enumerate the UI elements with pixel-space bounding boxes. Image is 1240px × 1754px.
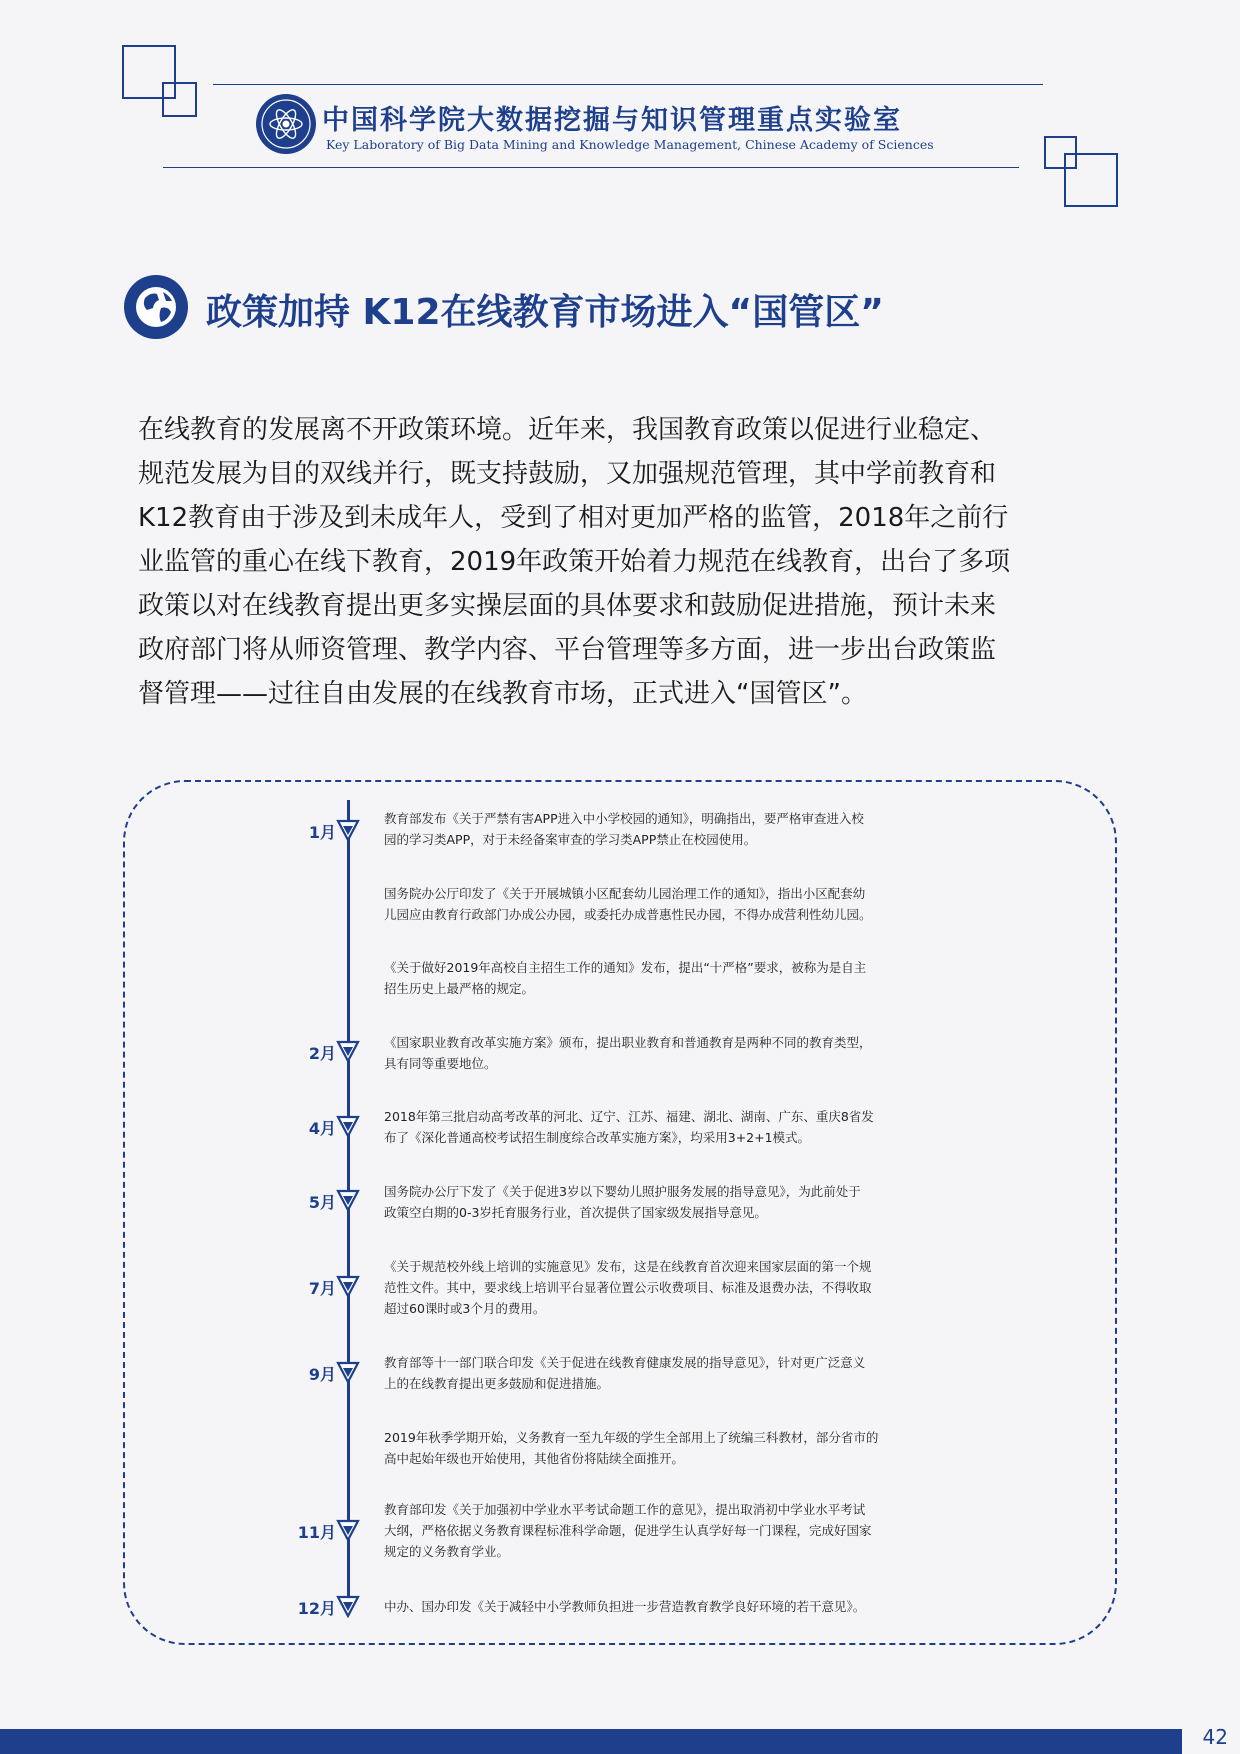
event-line: 教育部印发《关于加强初中学业水平考试命题工作的意见》，提出取消初中学业水平考试 xyxy=(384,1502,866,1517)
month-label: 11月 xyxy=(297,1523,336,1542)
section-title: 政策加持 K12在线教育市场进入“国管区” xyxy=(206,292,884,333)
timeline-marker-icon xyxy=(336,1360,360,1384)
intro-line: 规范发展为目的双线并行，既支持鼓励，又加强规范管理，其中学前教育和 xyxy=(138,459,997,489)
intro-line: 督管理——过往自由发展的在线教育市场，正式进入“国管区”。 xyxy=(138,679,867,709)
cas-emblem-icon xyxy=(255,93,317,155)
timeline-marker-icon xyxy=(336,1518,360,1542)
event-line: 《国家职业教育改革实施方案》颁布，提出职业教育和普通教育是两种不同的教育类型， xyxy=(384,1035,872,1050)
timeline-marker-icon xyxy=(336,818,360,842)
timeline-event xyxy=(384,1352,946,1394)
intro-line: 业监管的重心在线下教育，2019年政策开始着力规范在线教育，出台了多项 xyxy=(138,547,1011,577)
month-label: 5月 xyxy=(308,1193,336,1212)
event-line: 教育部发布《关于严禁有害APP进入中小学校园的通知》，明确指出，要严格审查进入校 xyxy=(384,811,864,826)
timeline-event xyxy=(384,1181,946,1223)
event-line: 超过60课时或3个月的费用。 xyxy=(384,1301,546,1316)
event-line: 上的在线教育提出更多鼓励和促进措施。 xyxy=(384,1376,610,1391)
event-line: 《关于做好2019年高校自主招生工作的通知》发布，提出“十严格”要求，被称为是自主 xyxy=(384,960,867,975)
event-line: 具有同等重要地位。 xyxy=(384,1056,497,1071)
event-line: 儿园应由教育行政部门办成公办园，或委托办成普惠性民办园，不得办成营利性幼儿园。 xyxy=(384,907,872,922)
header-top-rule xyxy=(213,84,1043,85)
event-line: 国务院办公厅下发了《关于促进3岁以下婴幼儿照护服务发展的指导意见》，为此前处于 xyxy=(384,1184,861,1199)
month-label: 7月 xyxy=(308,1279,336,1298)
month-label: 9月 xyxy=(308,1365,336,1384)
decor-square xyxy=(162,82,197,117)
globe-icon xyxy=(123,274,189,340)
lab-name-cn: 中国科学院大数据挖掘与知识管理重点实验室 xyxy=(322,105,902,136)
timeline-marker-icon xyxy=(336,1594,360,1618)
event-line: 2018年第三批启动高考改革的河北、辽宁、江苏、福建、湖北、湖南、广东、重庆8省发 xyxy=(384,1109,874,1124)
event-line: 教育部等十一部门联合印发《关于促进在线教育健康发展的指导意见》，针对更广泛意义 xyxy=(384,1355,866,1370)
timeline-event xyxy=(384,1427,946,1469)
page-number: 42 xyxy=(1202,1725,1228,1749)
intro-line: K12教育由于涉及到未成年人，受到了相对更加严格的监管，2018年之前行 xyxy=(138,503,1009,533)
event-line: 政策空白期的0-3岁托育服务行业，首次提供了国家级发展指导意见。 xyxy=(384,1205,767,1220)
timeline-event xyxy=(384,1032,946,1074)
decor-square xyxy=(1064,153,1118,207)
event-line: 国务院办公厅印发了《关于开展城镇小区配套幼儿园治理工作的通知》，指出小区配套幼 xyxy=(384,886,866,901)
timeline-event xyxy=(384,1256,946,1319)
month-label: 1月 xyxy=(308,823,336,842)
event-line: 高中起始年级也开始使用，其他省份将陆续全面推开。 xyxy=(384,1451,685,1466)
event-line: 《关于规范校外线上培训的实施意见》发布，这是在线教育首次迎来国家层面的第一个规 xyxy=(384,1259,872,1274)
month-label: 4月 xyxy=(308,1119,336,1138)
timeline-event xyxy=(384,808,946,850)
timeline-marker-icon xyxy=(336,1274,360,1298)
intro-line: 政府部门将从师资管理、教学内容、平台管理等多方面，进一步出台政策监 xyxy=(138,635,997,665)
intro-line: 在线教育的发展离不开政策环境。近年来，我国教育政策以促进行业稳定、 xyxy=(138,415,997,445)
timeline-event xyxy=(384,1106,946,1148)
event-line: 2019年秋季学期开始，义务教育一至九年级的学生全部用上了统编三科教材，部分省市的 xyxy=(384,1430,879,1445)
event-line: 中办、国办印发《关于减轻中小学教师负担进一步营造教育教学良好环境的若干意见》。 xyxy=(384,1599,866,1614)
timeline-marker-icon xyxy=(336,1039,360,1063)
intro-line: 政策以对在线教育提出更多实操层面的具体要求和鼓励促进措施，预计未来 xyxy=(138,591,997,621)
timeline-event xyxy=(384,883,946,925)
event-line: 园的学习类APP，对于未经备案审查的学习类APP禁止在校园使用。 xyxy=(384,832,757,847)
event-line: 布了《深化普通高校考试招生制度综合改革实施方案》，均采用3+2+1模式。 xyxy=(384,1130,811,1145)
event-line: 范性文件。其中，要求线上培训平台显著位置公示收费项目、标准及退费办法，不得收取 xyxy=(384,1280,872,1295)
timeline-event xyxy=(384,1499,946,1562)
event-line: 规定的义务教育学业。 xyxy=(384,1544,510,1559)
footer-bar xyxy=(0,1729,1182,1754)
month-label: 2月 xyxy=(308,1044,336,1063)
event-line: 大纲，严格依据义务教育课程标准科学命题，促进学生认真学好每一门课程，完成好国家 xyxy=(384,1523,872,1538)
month-label: 12月 xyxy=(297,1599,336,1618)
timeline-event xyxy=(384,957,946,999)
lab-name-en: Key Laboratory of Big Data Mining and Knowledge Management, Chinese Academy of Sciences xyxy=(326,137,934,152)
timeline-event xyxy=(384,1596,946,1617)
event-line: 招生历史上最严格的规定。 xyxy=(384,981,535,996)
header-bottom-rule xyxy=(163,167,1019,168)
intro-paragraph xyxy=(138,408,1108,716)
timeline-marker-icon xyxy=(336,1114,360,1138)
timeline-marker-icon xyxy=(336,1188,360,1212)
